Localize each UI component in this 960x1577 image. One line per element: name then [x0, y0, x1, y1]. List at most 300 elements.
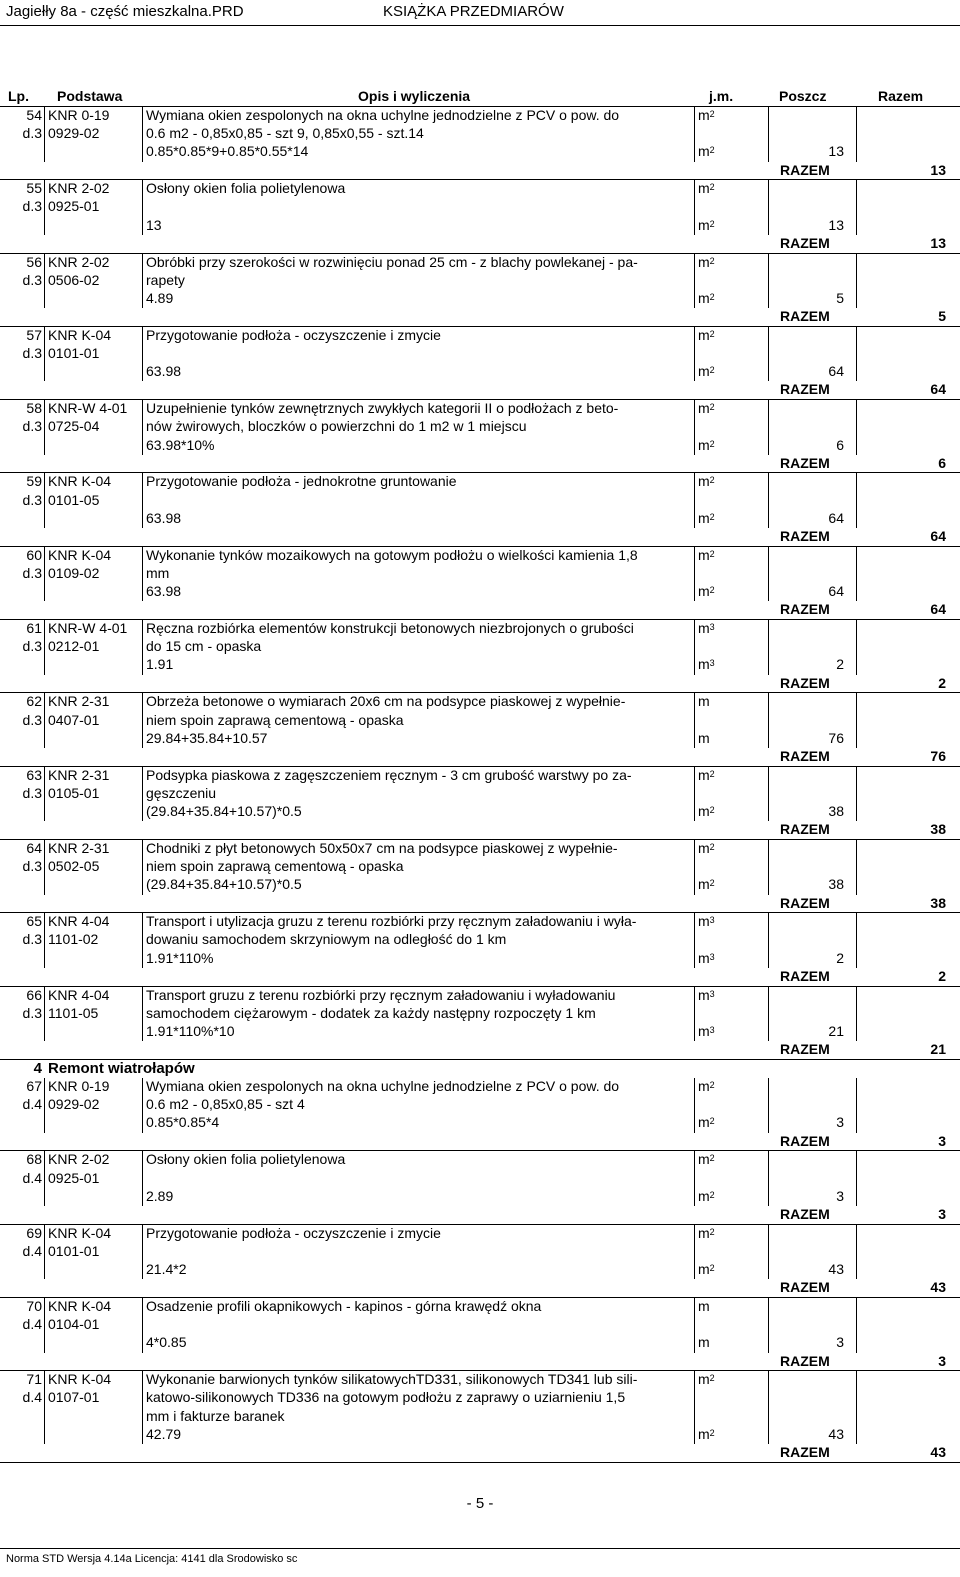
- estimate-item: [0, 913, 960, 986]
- item-calc-unit: $m^2$: [698, 143, 715, 160]
- column-divider: [694, 254, 695, 309]
- column-divider: [856, 254, 857, 309]
- item-basis-code: KNR-W 4-01: [48, 400, 128, 417]
- column-divider: [694, 1225, 695, 1280]
- col-basis: Podstawa: [57, 88, 123, 104]
- estimate-item: [0, 400, 960, 473]
- item-description-line: Wymiana okien zespolonych na okna uchylne jednodzielne z PCV o pow. do: [146, 1078, 620, 1095]
- estimate-item: [0, 327, 960, 400]
- item-basis-code: KNR K-04: [48, 326, 112, 343]
- item-calc-unit: $m^2$: [698, 1261, 715, 1278]
- col-total: Razem: [878, 88, 924, 104]
- item-section-ref: d.3: [22, 711, 42, 728]
- column-divider: [142, 767, 143, 822]
- item-calculation: 1.91*110%*10: [146, 1022, 235, 1039]
- item-basis-code: KNR 2-31: [48, 766, 110, 783]
- item-basis-code: KNR 2-31: [48, 693, 110, 710]
- column-divider: [768, 693, 769, 748]
- column-divider: [142, 547, 143, 602]
- item-calculation: 42.79: [146, 1425, 182, 1442]
- item-calc-unit: $m^2$: [698, 583, 715, 600]
- razem-value: 2: [938, 674, 946, 691]
- item-description-line: samochodem ciężarowym - dodatek za każdy następny rozpoczęty 1 km: [146, 1004, 596, 1021]
- column-divider: [768, 473, 769, 528]
- item-description-line: dowaniu samochodem skrzyniowym na odległość do 1 km: [146, 931, 507, 948]
- column-divider: [856, 1078, 857, 1133]
- column-divider: [694, 840, 695, 895]
- item-description-line: nów żwirowych, bloczków o powierzchni do 1 m2 w 1 miejscu: [146, 418, 527, 435]
- column-divider: [768, 840, 769, 895]
- item-number: 68: [26, 1151, 42, 1168]
- item-section-ref: d.3: [22, 198, 42, 215]
- item-section-ref: d.3: [22, 638, 42, 655]
- razem-label: RAZEM: [780, 454, 830, 471]
- item-number: 58: [26, 400, 42, 417]
- item-calc-value: 38: [828, 803, 844, 820]
- footer: [0, 1548, 960, 1565]
- item-basis-code: KNR K-04: [48, 473, 112, 490]
- razem-label: RAZEM: [780, 1041, 830, 1058]
- item-description-line: niem spoin zaprawą cementową - opaska: [146, 711, 404, 728]
- column-divider: [44, 1298, 45, 1353]
- item-calculation: 13: [146, 216, 162, 233]
- item-description-line: Podsypka piaskowa z zagęszczeniem ręcznym - 3 cm grubość warstwy po za-: [146, 766, 632, 783]
- item-description-line: Przygotowanie podłoża - oczyszczenie i zmycie: [146, 326, 441, 343]
- item-basis-number: 1101-02: [48, 931, 99, 948]
- item-unit: $m^2$: [698, 180, 715, 197]
- item-basis-number: 0109-02: [48, 564, 100, 581]
- item-section-ref: d.3: [22, 271, 42, 288]
- column-divider: [44, 1151, 45, 1206]
- item-unit: $m^3$: [698, 620, 715, 637]
- razem-label: RAZEM: [780, 894, 830, 911]
- column-divider: [44, 547, 45, 602]
- column-divider: [44, 913, 45, 968]
- item-calculation: (29.84+35.84+10.57)*0.5: [146, 803, 302, 820]
- item-calc-value: 76: [828, 729, 844, 746]
- item-description-line: Wykonanie tynków mozaikowych na gotowym podłożu o wielkości kamienia 1,8: [146, 546, 638, 563]
- column-divider: [142, 620, 143, 675]
- item-calc-value: 5: [836, 289, 844, 306]
- column-divider: [44, 473, 45, 528]
- razem-label: RAZEM: [780, 234, 830, 251]
- item-basis-number: 0925-01: [48, 1169, 100, 1186]
- item-calc-unit: $m^3$: [698, 949, 715, 966]
- column-divider: [142, 400, 143, 455]
- item-calculation: 63.98: [146, 509, 182, 526]
- item-basis-code: KNR 4-04: [48, 913, 110, 930]
- item-unit: $m^2$: [698, 1151, 715, 1168]
- column-divider: [768, 1371, 769, 1444]
- column-divider: [694, 473, 695, 528]
- razem-label: RAZEM: [780, 821, 830, 838]
- item-calc-value: 38: [828, 876, 844, 893]
- item-section-ref: d.3: [22, 418, 42, 435]
- item-unit: $m^3$: [698, 986, 715, 1003]
- item-description-line: niem spoin zaprawą cementową - opaska: [146, 858, 404, 875]
- column-divider: [768, 767, 769, 822]
- item-unit: $m^2$: [698, 1224, 715, 1241]
- item-description-line: rapety: [146, 271, 185, 288]
- razem-value: 3: [938, 1205, 946, 1222]
- column-divider: [856, 400, 857, 455]
- item-calculation: 0.85*0.85*4: [146, 1114, 220, 1131]
- col-desc: Opis i wyliczenia: [358, 88, 471, 104]
- razem-label: RAZEM: [780, 381, 830, 398]
- razem-label: RAZEM: [780, 601, 830, 618]
- estimate-item: [0, 1298, 960, 1371]
- item-description-line: Transport gruzu z terenu rozbiórki przy ręcznym załadowaniu i wyładowaniu: [146, 986, 616, 1003]
- column-divider: [856, 840, 857, 895]
- item-calc-value: 13: [828, 216, 844, 233]
- estimate-item: [0, 1371, 960, 1463]
- column-divider: [694, 1371, 695, 1444]
- razem-label: RAZEM: [780, 674, 830, 691]
- item-unit: $m^2$: [698, 839, 715, 856]
- item-calc-unit: $m^2$: [698, 1114, 715, 1131]
- item-number: 55: [26, 180, 42, 197]
- column-divider: [694, 107, 695, 162]
- item-basis-code: KNR 4-04: [48, 986, 110, 1003]
- item-basis-number: 0407-01: [48, 711, 100, 728]
- item-calc-value: 64: [828, 363, 844, 380]
- item-basis-number: 0929-02: [48, 125, 100, 142]
- item-section-ref: d.4: [22, 1096, 42, 1113]
- item-description-line: 0.6 m2 - 0,85x0,85 - szt 4: [146, 1096, 305, 1113]
- estimate-item: [0, 180, 960, 253]
- item-description-line: Osadzenie profili okapnikowych - kapinos - górna krawędź okna: [146, 1297, 542, 1314]
- item-basis-number: 1101-05: [48, 1004, 99, 1021]
- item-unit: $m^2$: [698, 326, 715, 343]
- column-divider: [768, 1225, 769, 1280]
- item-description-line: Chodniki z płyt betonowych 50x50x7 cm na podsypce piaskowej z wypełnie-: [146, 839, 618, 856]
- item-calc-value: 3: [836, 1334, 844, 1351]
- column-divider: [856, 620, 857, 675]
- item-calc-unit: m: [698, 1334, 710, 1351]
- column-divider: [856, 1225, 857, 1280]
- column-divider: [694, 327, 695, 382]
- item-basis-number: 0101-05: [48, 491, 100, 508]
- column-divider: [856, 1298, 857, 1353]
- column-divider: [856, 1151, 857, 1206]
- item-calculation: 29.84+35.84+10.57: [146, 729, 268, 746]
- item-description-line: Wymiana okien zespolonych na okna uchylne jednodzielne z PCV o pow. do: [146, 107, 620, 123]
- razem-value: 3: [938, 1132, 946, 1149]
- item-unit: m: [698, 693, 710, 710]
- item-basis-code: KNR K-04: [48, 1371, 112, 1388]
- column-divider: [768, 913, 769, 968]
- item-calculation: 63.98: [146, 363, 182, 380]
- document-title: KSIĄŻKA PRZEDMIARÓW: [383, 3, 564, 20]
- estimate-item: [0, 547, 960, 620]
- page-number: - 5 -: [466, 1495, 494, 1512]
- estimate-item: [0, 1225, 960, 1298]
- column-divider: [768, 1078, 769, 1133]
- item-calc-unit: $m^2$: [698, 876, 715, 893]
- item-calc-unit: $m^3$: [698, 1022, 715, 1039]
- item-basis-code: KNR 2-02: [48, 1151, 110, 1168]
- item-number: 67: [26, 1078, 42, 1095]
- column-divider: [694, 693, 695, 748]
- item-unit: $m^2$: [698, 1078, 715, 1095]
- item-description-line: Obróbki przy szerokości w rozwinięciu ponad 25 cm - z blachy powlekanej - pa-: [146, 253, 638, 270]
- item-calc-unit: $m^2$: [698, 803, 715, 820]
- razem-value: 38: [930, 894, 946, 911]
- item-calculation: 21.4*2: [146, 1261, 187, 1278]
- column-divider: [694, 1151, 695, 1206]
- item-description-line: Uzupełnienie tynków zewnętrznych zwykłych kategorii II o podłożach z beto-: [146, 400, 619, 417]
- column-divider: [142, 1078, 143, 1133]
- column-divider: [142, 180, 143, 235]
- column-divider: [768, 327, 769, 382]
- razem-label: RAZEM: [780, 747, 830, 764]
- item-calc-unit: $m^2$: [698, 363, 715, 380]
- item-unit: $m^2$: [698, 1371, 715, 1388]
- item-basis-code: KNR 0-19: [48, 1078, 110, 1095]
- item-calculation: 63.98*10%: [146, 436, 215, 453]
- section-heading: [0, 1060, 960, 1078]
- item-section-ref: d.4: [22, 1389, 42, 1406]
- item-calc-value: 21: [828, 1022, 844, 1039]
- item-number: 69: [26, 1224, 42, 1241]
- file-name: Jagiełły 8a - część mieszkalna.PRD: [6, 3, 244, 20]
- item-calc-unit: $m^3$: [698, 656, 715, 673]
- column-divider: [768, 107, 769, 162]
- estimate-item: [0, 767, 960, 840]
- item-description-line: 0.6 m2 - 0,85x0,85 - szt 9, 0,85x0,55 - szt.14: [146, 125, 424, 142]
- column-divider: [142, 327, 143, 382]
- item-basis-code: KNR 2-31: [48, 839, 110, 856]
- item-calc-value: 3: [836, 1187, 844, 1204]
- item-section-ref: d.3: [22, 1004, 42, 1021]
- page-header: [0, 0, 960, 28]
- item-description-line: Przygotowanie podłoża - jednokrotne gruntowanie: [146, 473, 457, 490]
- item-calc-unit: $m^2$: [698, 1425, 715, 1442]
- item-calc-value: 43: [828, 1425, 844, 1442]
- item-calculation: 63.98: [146, 583, 182, 600]
- razem-label: RAZEM: [780, 1352, 830, 1369]
- estimate-item: [0, 620, 960, 693]
- item-calc-unit: m: [698, 729, 710, 746]
- item-basis-code: KNR-W 4-01: [48, 620, 128, 637]
- item-section-ref: d.3: [22, 345, 42, 362]
- item-description-line: gęszczeniu: [146, 784, 217, 801]
- estimate-item: [0, 473, 960, 546]
- item-calc-unit: $m^2$: [698, 216, 715, 233]
- item-description-line: mm i fakturze baranek: [146, 1407, 285, 1424]
- item-number: 62: [26, 693, 42, 710]
- razem-value: 13: [930, 161, 946, 178]
- column-divider: [44, 620, 45, 675]
- footer-text: Norma STD Wersja 4.14a Licencja: 4141 dla Srodowisko sc: [6, 1553, 298, 1565]
- item-section-ref: d.4: [22, 1169, 42, 1186]
- item-basis-number: 0101-01: [48, 1242, 100, 1259]
- item-section-ref: d.3: [22, 784, 42, 801]
- item-calculation: 0.85*0.85*9+0.85*0.55*14: [146, 143, 309, 160]
- item-number: 70: [26, 1297, 42, 1314]
- column-divider: [44, 987, 45, 1042]
- column-divider: [44, 1371, 45, 1444]
- item-calc-value: 2: [836, 656, 844, 673]
- col-qty: Poszcz: [779, 88, 827, 104]
- item-description-line: Przygotowanie podłoża - oczyszczenie i zmycie: [146, 1224, 441, 1241]
- razem-value: 2: [938, 967, 946, 984]
- col-lp: Lp.: [8, 88, 29, 104]
- item-number: 59: [26, 473, 42, 490]
- item-unit: $m^2$: [698, 400, 715, 417]
- razem-label: RAZEM: [780, 1444, 830, 1461]
- item-unit: $m^2$: [698, 766, 715, 783]
- item-calc-value: 2: [836, 949, 844, 966]
- item-description-line: Osłony okien folia polietylenowa: [146, 180, 346, 197]
- item-basis-code: KNR K-04: [48, 1297, 112, 1314]
- item-calculation: 2.89: [146, 1187, 174, 1204]
- razem-value: 64: [930, 381, 946, 398]
- estimate-item: [0, 1078, 960, 1151]
- column-divider: [44, 327, 45, 382]
- item-unit: $m^2$: [698, 253, 715, 270]
- item-basis-number: 0104-01: [48, 1316, 100, 1333]
- item-calc-value: 13: [828, 143, 844, 160]
- item-number: 71: [26, 1371, 42, 1388]
- item-calc-value: 3: [836, 1114, 844, 1131]
- item-basis-number: 0506-02: [48, 271, 100, 288]
- column-divider: [44, 254, 45, 309]
- item-section-ref: d.4: [22, 1316, 42, 1333]
- item-number: 57: [26, 326, 42, 343]
- razem-value: 5: [938, 308, 946, 325]
- estimate-item: [0, 693, 960, 766]
- column-divider: [768, 180, 769, 235]
- column-divider: [694, 1298, 695, 1353]
- col-unit: j.m.: [709, 88, 734, 104]
- column-divider: [856, 327, 857, 382]
- estimate-item: [0, 107, 960, 180]
- section-title: Remont wiatrołapów: [48, 1059, 195, 1077]
- razem-value: 3: [938, 1352, 946, 1369]
- razem-label: RAZEM: [780, 1205, 830, 1222]
- column-divider: [768, 1298, 769, 1353]
- item-calc-unit: $m^2$: [698, 289, 715, 306]
- razem-label: RAZEM: [780, 161, 830, 178]
- header-rule: [0, 25, 960, 26]
- item-basis-number: 0929-02: [48, 1096, 100, 1113]
- column-divider: [694, 400, 695, 455]
- column-divider: [142, 840, 143, 895]
- razem-label: RAZEM: [780, 308, 830, 325]
- razem-label: RAZEM: [780, 1279, 830, 1296]
- estimate-item: [0, 987, 960, 1060]
- item-calc-value: 64: [828, 583, 844, 600]
- column-divider: [768, 400, 769, 455]
- item-section-ref: d.3: [22, 125, 42, 142]
- column-divider: [856, 547, 857, 602]
- item-description-line: do 15 cm - opaska: [146, 638, 262, 655]
- column-divider: [694, 913, 695, 968]
- column-divider: [768, 987, 769, 1042]
- column-divider: [694, 547, 695, 602]
- column-header-row: [0, 88, 960, 108]
- item-calculation: 1.91: [146, 656, 174, 673]
- razem-value: 38: [930, 821, 946, 838]
- item-number: 64: [26, 839, 42, 856]
- column-divider: [694, 180, 695, 235]
- razem-value: 43: [930, 1279, 946, 1296]
- item-unit: $m^2$: [698, 473, 715, 490]
- column-divider: [142, 1225, 143, 1280]
- column-divider: [44, 1225, 45, 1280]
- item-section-ref: d.4: [22, 1242, 42, 1259]
- column-divider: [44, 767, 45, 822]
- item-basis-code: KNR 2-02: [48, 253, 110, 270]
- item-basis-number: 0925-01: [48, 198, 100, 215]
- column-divider: [142, 1151, 143, 1206]
- item-calc-unit: $m^2$: [698, 1187, 715, 1204]
- column-divider: [768, 620, 769, 675]
- item-calc-value: 64: [828, 509, 844, 526]
- item-basis-number: 0212-01: [48, 638, 100, 655]
- estimate-table: [0, 107, 960, 1463]
- estimate-item: [0, 1151, 960, 1224]
- item-description-line: katowo-silikonowych TD336 na gotowym podłożu z zaprawy o uziarnieniu 1,5: [146, 1389, 626, 1406]
- column-divider: [44, 180, 45, 235]
- item-calculation: 4*0.85: [146, 1334, 187, 1351]
- column-divider: [856, 1371, 857, 1444]
- column-divider: [142, 254, 143, 309]
- column-divider: [856, 767, 857, 822]
- razem-label: RAZEM: [780, 528, 830, 545]
- column-divider: [694, 620, 695, 675]
- item-description-line: Ręczna rozbiórka elementów konstrukcji betonowych niezbrojonych o grubości: [146, 620, 634, 637]
- item-basis-code: KNR K-04: [48, 546, 112, 563]
- item-number: 61: [26, 620, 42, 637]
- item-number: 65: [26, 913, 42, 930]
- item-basis-code: KNR K-04: [48, 1224, 112, 1241]
- razem-value: 64: [930, 601, 946, 618]
- item-basis-number: 0502-05: [48, 858, 100, 875]
- razem-label: RAZEM: [780, 1132, 830, 1149]
- item-number: 56: [26, 253, 42, 270]
- column-divider: [856, 107, 857, 162]
- item-description-line: Osłony okien folia polietylenowa: [146, 1151, 346, 1168]
- section-number: 4: [33, 1059, 42, 1077]
- item-unit: $m^2$: [698, 546, 715, 563]
- column-divider: [44, 1078, 45, 1133]
- column-divider: [694, 767, 695, 822]
- column-divider: [142, 1298, 143, 1353]
- column-divider: [856, 180, 857, 235]
- razem-value: 21: [930, 1041, 946, 1058]
- item-basis-number: 0107-01: [48, 1389, 100, 1406]
- item-calc-unit: $m^2$: [698, 509, 715, 526]
- razem-value: 6: [938, 454, 946, 471]
- item-description-line: Transport i utylizacja gruzu z terenu rozbiórki przy ręcznym załadowaniu i wyła-: [146, 913, 637, 930]
- item-number: 60: [26, 546, 42, 563]
- item-calc-unit: $m^2$: [698, 436, 715, 453]
- item-description-line: Wykonanie barwionych tynków silikatowychTD331, silikonowych TD341 lub sili-: [146, 1371, 638, 1388]
- item-section-ref: d.3: [22, 491, 42, 508]
- item-basis-code: KNR 0-19: [48, 107, 110, 123]
- item-basis-number: 0725-04: [48, 418, 100, 435]
- item-basis-code: KNR 2-02: [48, 180, 110, 197]
- item-calc-value: 43: [828, 1261, 844, 1278]
- item-unit: $m^3$: [698, 913, 715, 930]
- item-section-ref: d.3: [22, 858, 42, 875]
- column-divider: [142, 693, 143, 748]
- column-divider: [142, 987, 143, 1042]
- item-number: 63: [26, 766, 42, 783]
- column-divider: [694, 987, 695, 1042]
